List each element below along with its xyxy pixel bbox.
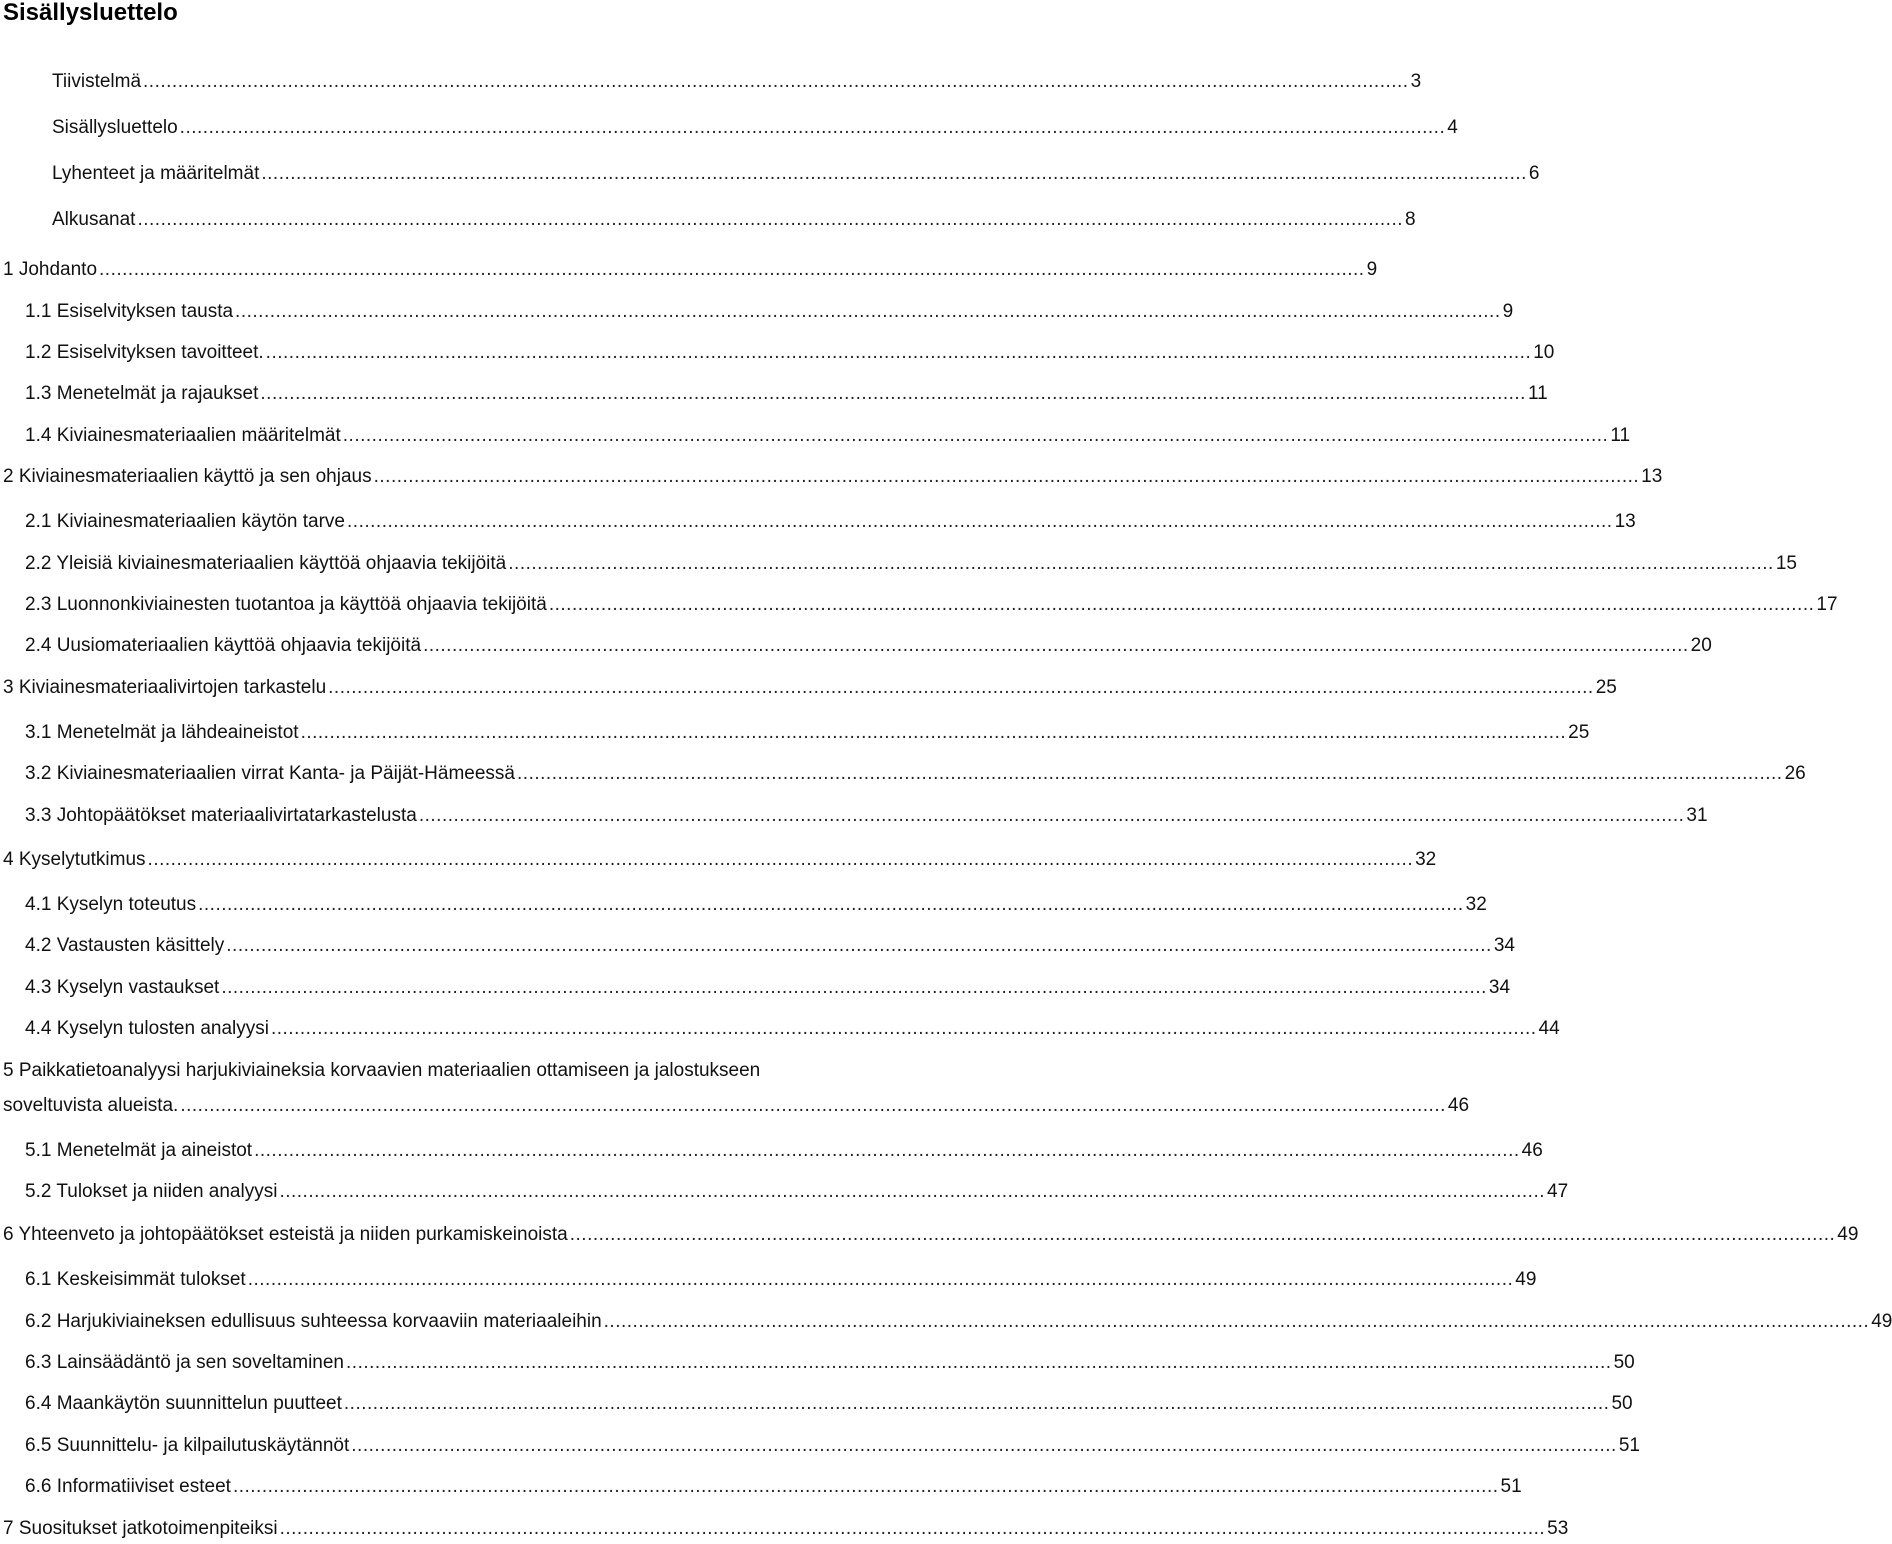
toc-entry-title: 1.3 Menetelmät ja rajaukset: [25, 383, 259, 404]
page-title: Sisällysluettelo: [3, 0, 178, 26]
toc-entry[interactable]: [3, 1518, 1569, 1540]
toc-entry[interactable]: [25, 1140, 1543, 1162]
toc-entry-page: 25: [1595, 677, 1617, 698]
toc-entry-title: 6.3 Lainsäädäntö ja sen soveltaminen: [25, 1352, 345, 1373]
toc-entry-page: 32: [1415, 849, 1437, 870]
toc-entry[interactable]: [25, 553, 1797, 575]
dot-leader: ...........................................................................................................................................................................................................................: [423, 635, 1689, 656]
dot-leader: ...........................................................................................................................................................................................................................: [147, 849, 1414, 870]
toc-entry-title: 3.3 Johtopäätökset materiaalivirtatarkastelusta: [25, 805, 417, 826]
toc-entry-title: 6.4 Maankäytön suunnittelun puutteet: [25, 1393, 342, 1414]
toc-entry[interactable]: [25, 1181, 1569, 1203]
toc-entry-title: 6.1 Keskeisimmät tulokset: [25, 1269, 246, 1290]
dot-leader: ...........................................................................................................................................................................................................................: [198, 894, 1464, 915]
toc-entry-page: 34: [1488, 977, 1511, 998]
toc-entry-page: 51: [1618, 1435, 1640, 1456]
toc-entry[interactable]: [25, 805, 1708, 827]
dot-leader: ...........................................................................................................................................................................................................................: [247, 1269, 1514, 1290]
dot-leader: ...........................................................................................................................................................................................................................: [351, 1435, 1617, 1456]
dot-leader: ...........................................................................................................................................................................................................................: [508, 553, 1774, 574]
toc-entry-page: 13: [1614, 511, 1636, 532]
toc-entry[interactable]: [52, 209, 1416, 231]
toc-entry-title: Lyhenteet ja määritelmät: [52, 163, 260, 184]
toc-entry-page: 26: [1784, 763, 1806, 784]
toc-entry[interactable]: [52, 117, 1458, 139]
toc-entry-line-1[interactable]: 5 Paikkatietoanalyysi harjukiviaineksia korvaavien materiaalien ottamiseen ja jalostukseen: [3, 1060, 761, 1081]
toc-entry-title: 4.4 Kyselyn tulosten analyysi: [25, 1018, 269, 1039]
toc-entry-title: Sisällysluettelo: [52, 117, 178, 138]
dot-leader: ...........................................................................................................................................................................................................................: [137, 209, 1404, 230]
toc-entry-page: 6: [1528, 163, 1540, 184]
toc-entry[interactable]: [25, 977, 1511, 999]
toc-entry[interactable]: [52, 71, 1422, 93]
toc-entry[interactable]: [25, 1311, 1892, 1333]
toc-entry-page: 32: [1465, 894, 1487, 915]
toc-entry-title: soveltuvista alueista.: [3, 1095, 179, 1116]
dot-leader: ...........................................................................................................................................................................................................................: [418, 805, 1685, 826]
toc-entry-page: 20: [1690, 635, 1712, 656]
toc-entry-page: 9: [1502, 301, 1514, 322]
toc-entry-page: 49: [1515, 1269, 1537, 1290]
toc-entry-page: 53: [1547, 1518, 1569, 1539]
toc-entry-title: 3.1 Menetelmät ja lähdeaineistot: [25, 722, 299, 743]
toc-entry-page: 8: [1405, 209, 1416, 230]
toc-entry-page: 46: [1447, 1095, 1470, 1116]
dot-leader: ...........................................................................................................................................................................................................................: [517, 763, 1783, 784]
dot-leader: ...........................................................................................................................................................................................................................: [300, 722, 1567, 743]
toc-entry-title: 6.2 Harjukiviaineksen edullisuus suhteessa korvaaviin materiaaleihin: [25, 1311, 602, 1332]
toc-entry[interactable]: [25, 1269, 1537, 1291]
toc-entry-title: 4 Kyselytutkimus: [3, 849, 146, 870]
toc-entry-title: 3.2 Kiviainesmateriaalien virrat Kanta- ja Päijät-Hämeessä: [25, 763, 516, 784]
toc-entry-page: 51: [1500, 1476, 1522, 1497]
toc-entry-title: 7 Suositukset jatkotoimenpiteiksi: [3, 1518, 278, 1539]
toc-entry[interactable]: [25, 763, 1806, 785]
dot-leader: ...........................................................................................................................................................................................................................: [143, 71, 1409, 92]
toc-entry-title: Alkusanat: [52, 209, 136, 230]
dot-leader: ...........................................................................................................................................................................................................................: [328, 677, 1594, 698]
dot-leader: ...........................................................................................................................................................................................................................: [226, 935, 1492, 956]
toc-entry-title: 4.2 Vastausten käsittely: [25, 935, 225, 956]
dot-leader: ...........................................................................................................................................................................................................................: [260, 383, 1526, 404]
toc-entry[interactable]: [25, 1435, 1640, 1457]
toc-entry-title: 2.4 Uusiomateriaalien käyttöä ohjaavia tekijöitä: [25, 635, 422, 656]
toc-entry[interactable]: [25, 635, 1712, 657]
toc-entry-page: 4: [1447, 117, 1458, 138]
toc-entry[interactable]: [25, 894, 1487, 916]
toc-entry-title: 2.2 Yleisiä kiviainesmateriaalien käyttöä ohjaavia tekijöitä: [25, 553, 507, 574]
toc-entry-page: 13: [1641, 466, 1663, 487]
dot-leader: ...........................................................................................................................................................................................................................: [235, 301, 1501, 322]
toc-entry[interactable]: [25, 511, 1636, 533]
toc-entry-page: 50: [1611, 1393, 1633, 1414]
toc-entry-page: 11: [1610, 425, 1631, 446]
toc-entry-title: 1.1 Esiselvityksen tausta: [25, 301, 234, 322]
dot-leader: ...........................................................................................................................................................................................................................: [342, 425, 1609, 446]
toc-entry-page: 49: [1871, 1311, 1892, 1332]
toc-entry-title: 2 Kiviainesmateriaalien käyttö ja sen ohjaus: [3, 466, 372, 487]
toc-entry-page: 47: [1547, 1181, 1569, 1202]
dot-leader: ...........................................................................................................................................................................................................................: [265, 342, 1532, 363]
dot-leader: ...........................................................................................................................................................................................................................: [221, 977, 1487, 998]
toc-entry-title: 5.2 Tulokset ja niiden analyysi: [25, 1181, 278, 1202]
dot-leader: ...........................................................................................................................................................................................................................: [232, 1476, 1499, 1497]
dot-leader: ...........................................................................................................................................................................................................................: [99, 259, 1365, 280]
dot-leader: ...........................................................................................................................................................................................................................: [179, 117, 1446, 138]
toc-entry-title: 1 Johdanto: [3, 259, 98, 280]
dot-leader: ...........................................................................................................................................................................................................................: [603, 1311, 1870, 1332]
dot-leader: ...........................................................................................................................................................................................................................: [346, 1352, 1612, 1373]
toc-entry-page: 10: [1533, 342, 1555, 363]
toc-entry-title: 6.6 Informatiiviset esteet: [25, 1476, 231, 1497]
toc-entry-title: 1.2 Esiselvityksen tavoitteet.: [25, 342, 264, 363]
toc-entry[interactable]: [25, 722, 1590, 744]
toc-entry[interactable]: [25, 383, 1548, 405]
toc-entry-page: 44: [1538, 1018, 1560, 1039]
toc-entry[interactable]: [3, 849, 1437, 871]
toc-entry-page: 25: [1568, 722, 1590, 743]
toc-entry-page: 15: [1775, 553, 1797, 574]
toc-entry-title: 1.4 Kiviainesmateriaalien määritelmät: [25, 425, 341, 446]
toc-entry[interactable]: [3, 466, 1663, 488]
dot-leader: ...........................................................................................................................................................................................................................: [343, 1393, 1610, 1414]
toc-entry-title: 3 Kiviainesmateriaalivirtojen tarkastelu: [3, 677, 327, 698]
toc-entry-title: 5.1 Menetelmät ja aineistot: [25, 1140, 253, 1161]
dot-leader: ...........................................................................................................................................................................................................................: [279, 1518, 1546, 1539]
toc-entry-page: 17: [1816, 594, 1838, 615]
dot-leader: ...........................................................................................................................................................................................................................: [548, 594, 1815, 615]
toc-entry-page: 50: [1613, 1352, 1635, 1373]
toc-entry-page: 31: [1686, 805, 1708, 826]
toc-entry-title: 2.1 Kiviainesmateriaalien käytön tarve: [25, 511, 346, 532]
dot-leader: ...........................................................................................................................................................................................................................: [569, 1224, 1836, 1245]
toc-entry[interactable]: [52, 163, 1540, 185]
toc-entry[interactable]: [3, 1224, 1859, 1246]
toc-entry[interactable]: [25, 1476, 1522, 1498]
toc-entry[interactable]: [25, 935, 1515, 957]
toc-entry-page: 3: [1410, 71, 1422, 92]
dot-leader: ...........................................................................................................................................................................................................................: [373, 466, 1640, 487]
dot-leader: ...........................................................................................................................................................................................................................: [347, 511, 1613, 532]
toc-entry[interactable]: [3, 1095, 1470, 1117]
toc-entry[interactable]: [25, 342, 1555, 364]
toc-entry-title: 2.3 Luonnonkiviainesten tuotantoa ja käyttöä ohjaavia tekijöitä: [25, 594, 547, 615]
toc-entry-title: 4.1 Kyselyn toteutus: [25, 894, 197, 915]
toc-entry[interactable]: [3, 259, 1378, 281]
toc-entry-page: 9: [1366, 259, 1378, 280]
toc-entry-page: 46: [1521, 1140, 1543, 1161]
dot-leader: ...........................................................................................................................................................................................................................: [270, 1018, 1537, 1039]
toc-entry[interactable]: [25, 1352, 1635, 1374]
dot-leader: ...........................................................................................................................................................................................................................: [254, 1140, 1520, 1161]
dot-leader: ...........................................................................................................................................................................................................................: [180, 1095, 1446, 1116]
toc-entry-page: 34: [1493, 935, 1515, 956]
toc-entry-page: 49: [1837, 1224, 1859, 1245]
toc-entry-title: Tiivistelmä: [52, 71, 142, 92]
toc-entry-title: 4.3 Kyselyn vastaukset: [25, 977, 220, 998]
toc-entry-title: 6.5 Suunnittelu- ja kilpailutuskäytännöt: [25, 1435, 350, 1456]
dot-leader: ...........................................................................................................................................................................................................................: [261, 163, 1527, 184]
toc-entry-title: 6 Yhteenveto ja johtopäätökset esteistä ja niiden purkamiskeinoista: [3, 1224, 568, 1245]
dot-leader: ...........................................................................................................................................................................................................................: [279, 1181, 1545, 1202]
toc-entry[interactable]: [25, 594, 1838, 616]
toc-entry[interactable]: [25, 301, 1514, 323]
toc-entry[interactable]: [3, 677, 1617, 699]
toc-entry[interactable]: [25, 1018, 1560, 1040]
toc-entry-page: 11: [1527, 383, 1548, 404]
toc-entry[interactable]: [25, 425, 1631, 447]
toc-entry[interactable]: [25, 1393, 1633, 1415]
